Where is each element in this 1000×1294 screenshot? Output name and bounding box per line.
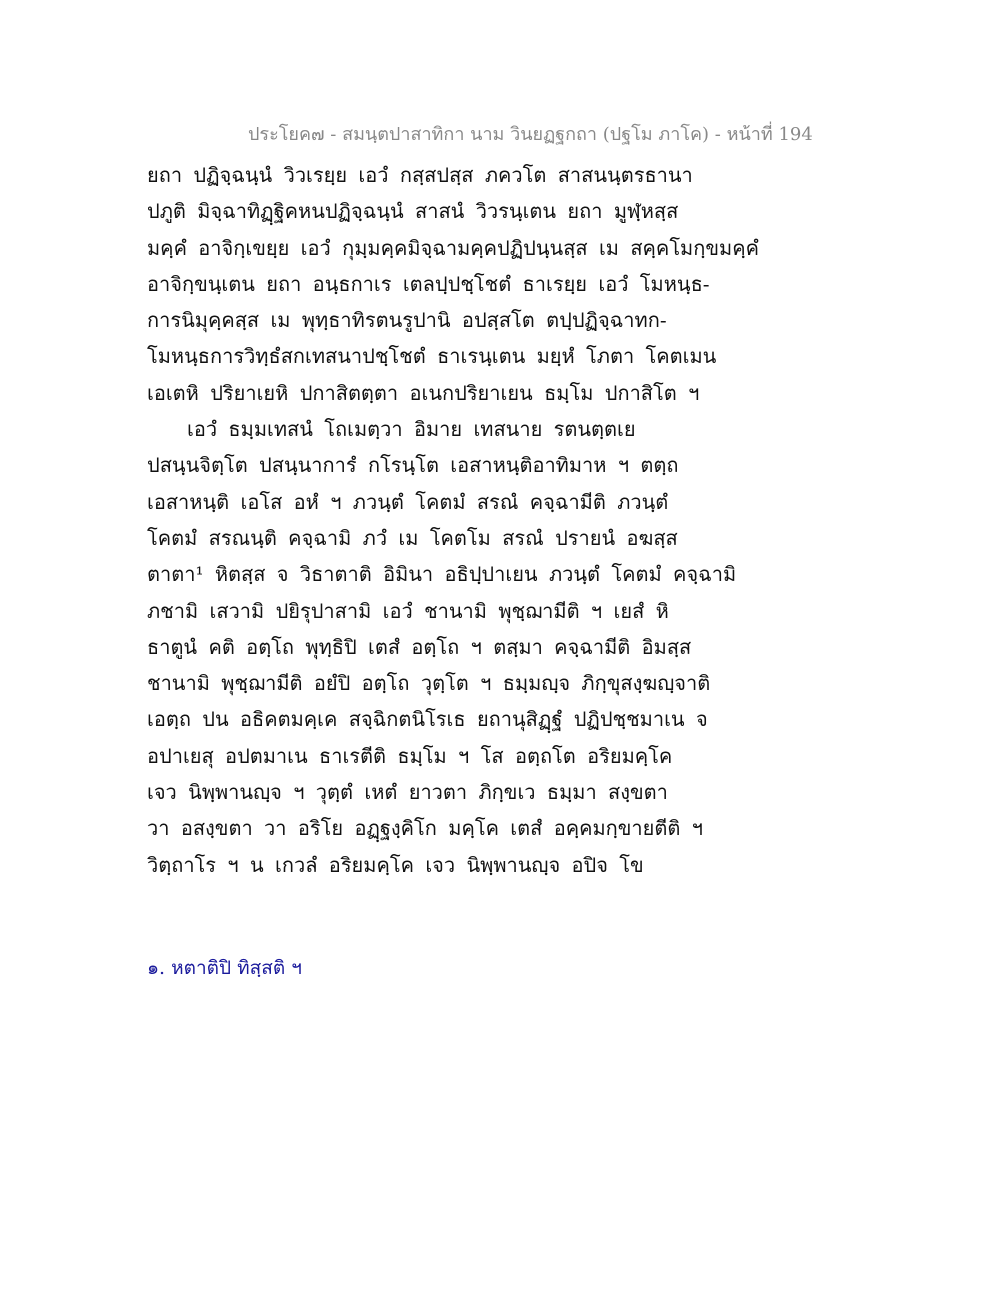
body-text <box>147 157 867 883</box>
footnote: ๑. หตาติปิ ทิสฺสติ ฯ <box>147 957 302 979</box>
text-line: ปสนฺนจิตฺโต ปสนฺนาการํ กโรนฺโต เอสาหนฺติอาทิมาห ฯ ตตฺถ <box>147 453 679 478</box>
text-line: ยถา ปฏิจฺฉนฺนํ วิวเรยฺย เอวํ กสฺสปสฺส ภควโต สาสนนฺตรธานา <box>147 163 693 187</box>
text-line: ภชามิ เสวามิ ปยิรุปาสามิ เอวํ ชานามิ พุชฺฌามีติ ฯ เยสํ หิ <box>147 598 669 623</box>
text-line: ปภูติ มิจฺฉาทิฏฺฐิคหนปฏิจฺฉนฺนํ สาสนํ วิวรนฺเตน ยถา มูฬฺหสฺส <box>147 199 679 224</box>
text-line: ชานามิ พุชฺฌามีติ อยํปิ อตฺโถ วุตฺโต ฯ ธมฺมญฺจ ภิกฺขุสงฺฆญฺจาติ <box>147 671 711 696</box>
text-line: เอสาหนฺติ เอโส อหํ ฯ ภวนฺตํ โคตมํ สรณํ คจฺฉามีติ ภวนฺตํ <box>147 489 669 514</box>
paragraph-start-line: เอวํ ธมฺมเทสนํ โถเมตฺวา อิมาย เทสนาย รตนตฺตเย <box>187 417 636 442</box>
text-line: วิตฺถาโร ฯ น เกวลํ อริยมคฺโค เจว นิพฺพานญฺจ อปิจ โข <box>147 852 644 877</box>
text-line: โคตมํ สรณนฺติ คจฺฉามิ ภวํ เม โคตโม สรณํ ปรายนํ อฆสฺส <box>147 525 678 550</box>
text-line: การนิมุคฺคสฺส เม พุทฺธาทิรตนรูปานิ อปสฺสโต ตปฺปฏิจฺฉาทก- <box>147 308 667 333</box>
text-line: วา อสงฺขตา วา อริโย อฏฺฐงฺคิโก มคฺโค เตสํ อคฺคมกฺขายตีติ ฯ <box>147 816 703 841</box>
running-header: ประโยค๗ - สมนฺตปาสาทิกา นาม วินยฏฐกถา (ปฐโม ภาโค) - หน้าที่ 194 <box>248 124 813 145</box>
text-line: อปาเยสุ อปตมาเน ธาเรตีติ ธมฺโม ฯ โส อตฺถโต อริยมคฺโค <box>147 743 673 768</box>
text-line: ตาตา¹ หิตสฺส จ วิธาตาติ อิมินา อธิปฺปาเยน ภวนฺตํ โคตมํ คจฺฉามิ <box>147 562 737 587</box>
text-line: ธาตูนํ คติ อตฺโถ พุทฺธิปิ เตสํ อตฺโถ ฯ ตสฺมา คจฺฉามีติ อิมสฺส <box>147 634 692 659</box>
text-line: โมหนฺธการวิทฺธํสกเทสนาปชฺโชตํ ธาเรนฺเตน มยฺหํ โภตา โคตเมน <box>147 344 717 369</box>
text-line: เอตฺถ ปน อธิคตมคฺเค สจฺฉิกตนิโรเธ ยถานุสิฏฺฐํ ปฏิปชฺชมาเน จ <box>147 707 708 732</box>
text-line: มคฺคํ อาจิกฺเขยฺย เอวํ กุมฺมคฺคมิจฺฉามคฺคปฏิปนฺนสฺส เม สคฺคโมกฺขมคฺคํ <box>147 235 759 260</box>
text-line: เจว นิพฺพานญฺจ ฯ วุตฺตํ เหตํ ยาวตา ภิกฺขเว ธมฺมา สงฺขตา <box>147 780 668 805</box>
text-line: เอเตหิ ปริยาเยหิ ปกาสิตตฺตา อเนกปริยาเยน ธมฺโม ปกาสิโต ฯ <box>147 380 700 405</box>
text-line: อาจิกฺขนฺเตน ยถา อนฺธกาเร เตลปฺปชฺโชตํ ธาเรยฺย เอวํ โมหนฺธ- <box>147 271 710 296</box>
